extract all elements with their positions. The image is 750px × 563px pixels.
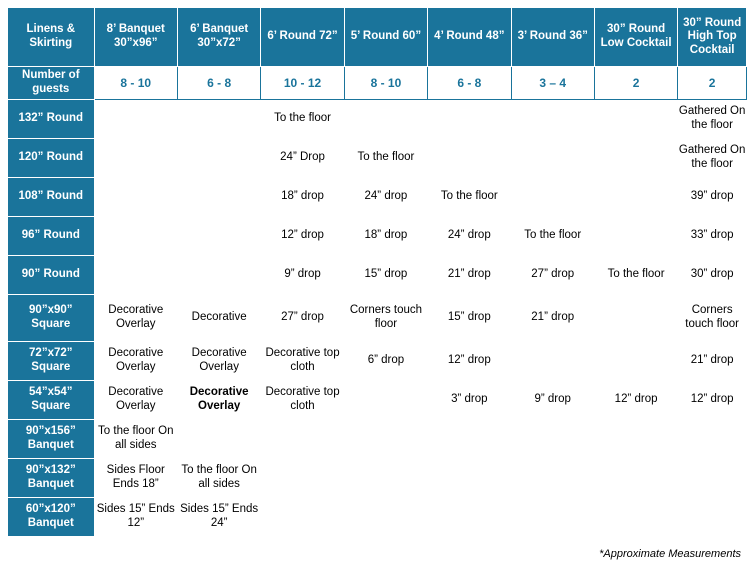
cell: Decorative Overlay [177,381,260,420]
row-header-90x90-square: 90”x90” Square [8,295,95,342]
cell [594,295,677,342]
column-header-4ft-round: 4’ Round 48” [428,8,511,67]
column-header-8ft-banquet: 8’ Banquet 30”x96” [94,8,177,67]
cell [594,178,677,217]
cell [511,498,594,537]
cell [177,100,260,139]
table-row [8,420,747,459]
table-row [8,217,747,256]
row-header-96-round: 96” Round [8,217,95,256]
column-header-3ft-round: 3’ Round 36” [511,8,594,67]
cell [594,459,677,498]
cell [344,459,427,498]
linens-sizing-chart [0,7,750,563]
cell [428,459,511,498]
column-header-6ft-round: 6’ Round 72” [261,8,344,67]
row-header-132-round: 132” Round [8,100,95,139]
table-row [8,295,747,342]
cell: Gathered On the floor [678,139,747,178]
cell: To the floor [594,256,677,295]
column-header-linens: Linens & Skirting [8,8,95,67]
table-row [8,139,747,178]
cell: 18” drop [261,178,344,217]
cell [594,498,677,537]
guests-6ft-round: 10 - 12 [261,67,344,100]
cell: 18” drop [344,217,427,256]
cell [94,139,177,178]
cell [428,100,511,139]
cell [428,420,511,459]
cell: To the floor [511,217,594,256]
row-header-60x120-banquet: 60”x120” Banquet [8,498,95,537]
table-head [8,8,747,100]
cell [594,420,677,459]
cell [261,420,344,459]
cell [594,217,677,256]
cell [177,178,260,217]
cell: 30” drop [678,256,747,295]
cell: Decorative top cloth [261,342,344,381]
cell [94,217,177,256]
guests-row [8,67,747,100]
cell: Decorative Overlay [177,342,260,381]
guests-low-cocktail: 2 [594,67,677,100]
cell [94,178,177,217]
footnote: *Approximate Measurements [599,548,741,560]
row-header-120-round: 120” Round [8,139,95,178]
cell: To the floor [344,139,427,178]
cell: 33” drop [678,217,747,256]
column-header-6ft-banquet: 6’ Banquet 30”x72” [177,8,260,67]
cell: 12” drop [594,381,677,420]
cell: Gathered On the floor [678,100,747,139]
cell [261,498,344,537]
cell: 24” drop [428,217,511,256]
cell [428,139,511,178]
cell: Decorative [177,295,260,342]
cell: Decorative top cloth [261,381,344,420]
cell [94,256,177,295]
guests-3ft-round: 3 – 4 [511,67,594,100]
table-row [8,342,747,381]
table-row [8,100,747,139]
cell: Decorative Overlay [94,381,177,420]
cell [261,459,344,498]
cell: To the floor On all sides [177,459,260,498]
cell [594,100,677,139]
cell [678,459,747,498]
cell: To the floor [261,100,344,139]
cell: 27” drop [261,295,344,342]
cell: Corners touch floor [678,295,747,342]
table-row [8,178,747,217]
row-header-90x156-banquet: 90”x156” Banquet [8,420,95,459]
row-header-number-of-guests: Number of guests [8,67,95,100]
column-header-5ft-round: 5’ Round 60” [344,8,427,67]
row-header-72x72-square: 72”x72” Square [8,342,95,381]
cell [344,100,427,139]
cell: 9” drop [261,256,344,295]
cell: 27” drop [511,256,594,295]
cell: Sides 15” Ends 12” [94,498,177,537]
cell [511,178,594,217]
cell: To the floor [428,178,511,217]
cell [678,420,747,459]
cell [594,139,677,178]
row-header-90-round: 90” Round [8,256,95,295]
cell [511,100,594,139]
guests-high-top-cocktail: 2 [678,67,747,100]
cell [511,342,594,381]
cell: To the floor On all sides [94,420,177,459]
guests-6ft-banquet: 6 - 8 [177,67,260,100]
row-header-108-round: 108” Round [8,178,95,217]
table-row [8,256,747,295]
cell [511,139,594,178]
cell [94,100,177,139]
cell [177,256,260,295]
cell: 12” drop [261,217,344,256]
row-header-54x54-square: 54”x54” Square [8,381,95,420]
table-row [8,459,747,498]
cell [678,498,747,537]
guests-4ft-round: 6 - 8 [428,67,511,100]
cell: 9” drop [511,381,594,420]
cell: 21” drop [428,256,511,295]
cell [177,139,260,178]
cell: 6” drop [344,342,427,381]
cell: 24” drop [344,178,427,217]
row-header-90x132-banquet: 90”x132” Banquet [8,459,95,498]
cell: 21” drop [511,295,594,342]
cell [511,420,594,459]
cell [428,498,511,537]
cell [344,498,427,537]
guests-5ft-round: 8 - 10 [344,67,427,100]
cell [511,459,594,498]
column-header-high-top-cocktail: 30” Round High Top Cocktail [678,8,747,67]
column-header-low-cocktail: 30” Round Low Cocktail [594,8,677,67]
cell: 24” Drop [261,139,344,178]
cell: 15” drop [428,295,511,342]
linens-table [7,7,747,537]
cell: 12” drop [428,342,511,381]
cell: 15” drop [344,256,427,295]
cell [344,420,427,459]
column-header-row [8,8,747,67]
cell: 21” drop [678,342,747,381]
cell: Corners touch floor [344,295,427,342]
cell: 3” drop [428,381,511,420]
cell: 39” drop [678,178,747,217]
cell [344,381,427,420]
cell [177,217,260,256]
cell [594,342,677,381]
guests-8ft-banquet: 8 - 10 [94,67,177,100]
cell: Sides Floor Ends 18” [94,459,177,498]
cell: Sides 15” Ends 24” [177,498,260,537]
table-body [8,100,747,537]
cell: Decorative Overlay [94,295,177,342]
table-row [8,381,747,420]
cell: Decorative Overlay [94,342,177,381]
table-row [8,498,747,537]
cell: 12” drop [678,381,747,420]
cell [177,420,260,459]
